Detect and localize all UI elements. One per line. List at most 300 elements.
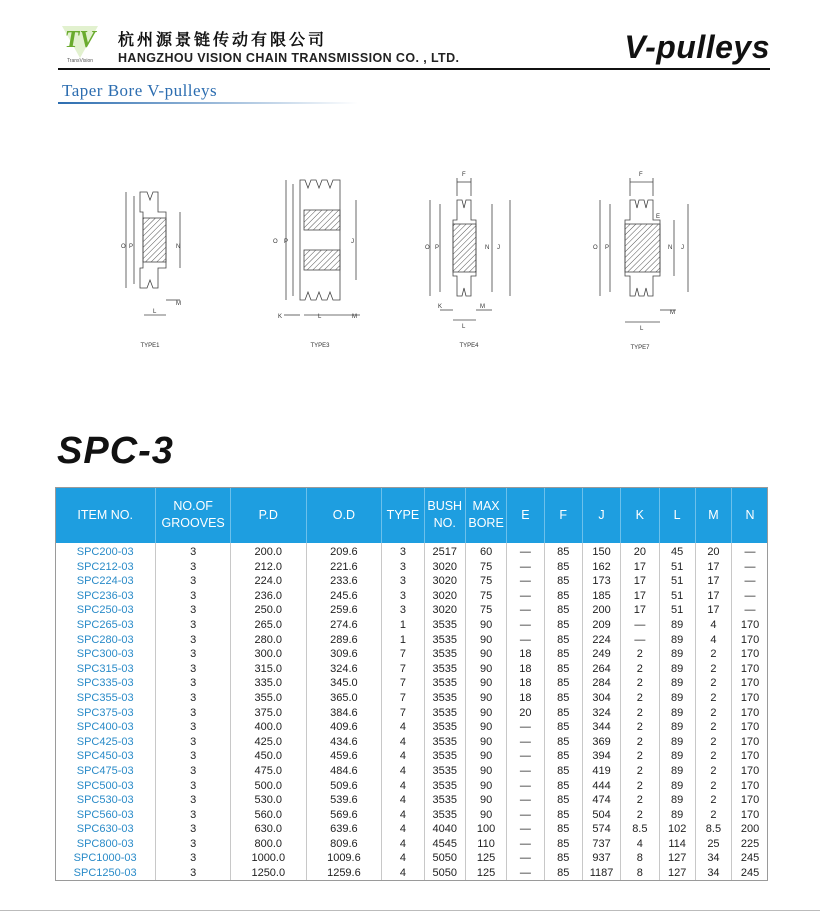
table-cell: 3535 xyxy=(424,735,465,750)
spec-table xyxy=(55,487,768,881)
table-cell: — xyxy=(507,822,544,837)
table-cell: 17 xyxy=(621,603,659,618)
item-no-cell: SPC475-03 xyxy=(55,764,156,779)
company-name-chinese: 杭州源景链传动有限公司 xyxy=(118,30,328,49)
table-cell: 4040 xyxy=(424,822,465,837)
table-cell: 280.0 xyxy=(230,633,306,648)
item-no-cell: SPC530-03 xyxy=(55,793,156,808)
table-cell: 3 xyxy=(382,560,424,575)
table-cell: 309.6 xyxy=(306,647,382,662)
table-cell: 170 xyxy=(740,648,760,661)
table-cell: 3 xyxy=(156,560,231,575)
table-cell: 250.0 xyxy=(230,603,306,618)
table-cell: 3535 xyxy=(424,779,465,794)
table-cell: 20 xyxy=(507,706,544,721)
table-cell: — xyxy=(507,779,544,794)
table-cell: 265.0 xyxy=(230,618,306,633)
type7-drawing xyxy=(600,178,688,322)
table-cell: 4 xyxy=(382,866,424,881)
table-cell: 150 xyxy=(582,543,620,560)
table-cell: 3 xyxy=(382,574,424,589)
table-row xyxy=(55,764,768,779)
svg-text:K: K xyxy=(278,314,283,320)
table-cell: 2 xyxy=(695,647,731,662)
table-cell: 2 xyxy=(695,691,731,706)
bottom-divider xyxy=(0,910,820,911)
type1-drawing xyxy=(126,192,180,315)
table-cell: 3535 xyxy=(424,764,465,779)
table-row xyxy=(55,618,768,633)
table-cell: 375.0 xyxy=(230,706,306,721)
table-cell: 90 xyxy=(465,676,506,691)
table-cell: 85 xyxy=(544,633,582,648)
table-cell: 90 xyxy=(465,764,506,779)
table-cell: 504 xyxy=(582,808,620,823)
table-cell: 89 xyxy=(659,735,695,750)
table-cell: 20 xyxy=(621,543,659,560)
table-cell: 3020 xyxy=(424,574,465,589)
table-cell: 173 xyxy=(582,574,620,589)
header-n: N xyxy=(732,487,768,543)
table-cell: — xyxy=(507,764,544,779)
header-f: F xyxy=(544,487,582,543)
table-cell: 85 xyxy=(544,749,582,764)
table-cell: 85 xyxy=(544,735,582,750)
table-cell: 4 xyxy=(382,793,424,808)
table-row xyxy=(55,837,768,852)
item-no-cell: SPC315-03 xyxy=(55,662,156,677)
type4-label: TYPE4 xyxy=(459,343,479,349)
table-cell: 5050 xyxy=(424,866,465,881)
table-row xyxy=(55,793,768,808)
table-cell: 300.0 xyxy=(230,647,306,662)
table-cell: 5050 xyxy=(424,851,465,866)
table-cell: 110 xyxy=(465,837,506,852)
table-cell: 355.0 xyxy=(230,691,306,706)
header-od: O.D xyxy=(306,487,382,543)
table-cell: — xyxy=(507,589,544,604)
table-cell: 245 xyxy=(740,852,760,865)
table-cell: 2 xyxy=(695,808,731,823)
table-cell: 34 xyxy=(695,851,731,866)
table-cell: 85 xyxy=(544,706,582,721)
item-no-cell: SPC1000-03 xyxy=(55,851,156,866)
table-cell: 90 xyxy=(465,720,506,735)
table-cell: 1 xyxy=(382,633,424,648)
item-no-cell: SPC335-03 xyxy=(55,676,156,691)
svg-text:F: F xyxy=(462,172,466,178)
table-cell: 3 xyxy=(156,779,231,794)
table-cell: 75 xyxy=(465,574,506,589)
table-cell: 459.6 xyxy=(306,749,382,764)
table-cell: 3 xyxy=(156,837,231,852)
svg-text:O: O xyxy=(273,239,278,245)
table-cell: 324.6 xyxy=(306,662,382,677)
table-row xyxy=(55,822,768,837)
table-cell: 2 xyxy=(621,779,659,794)
table-cell: 89 xyxy=(659,764,695,779)
section-title: Taper Bore V-pulleys xyxy=(62,81,218,100)
table-cell: — xyxy=(507,749,544,764)
table-cell: — xyxy=(507,574,544,589)
table-cell: 3 xyxy=(382,543,424,560)
table-cell: 89 xyxy=(659,808,695,823)
table-cell: 4 xyxy=(621,837,659,852)
table-cell: 3 xyxy=(156,691,231,706)
table-cell: — xyxy=(744,560,756,573)
table-cell: 425.0 xyxy=(230,735,306,750)
table-cell: 2 xyxy=(621,676,659,691)
header-divider xyxy=(58,68,770,70)
table-cell: 530.0 xyxy=(230,793,306,808)
item-no-cell: SPC630-03 xyxy=(55,822,156,837)
table-cell: 224 xyxy=(582,633,620,648)
table-cell: 3535 xyxy=(424,808,465,823)
table-cell: 1 xyxy=(382,618,424,633)
table-cell: 209 xyxy=(582,618,620,633)
table-cell: 345.0 xyxy=(306,676,382,691)
table-cell: 7 xyxy=(382,662,424,677)
table-cell: 89 xyxy=(659,691,695,706)
table-cell: 639.6 xyxy=(306,822,382,837)
table-cell: 3535 xyxy=(424,676,465,691)
table-cell: 34 xyxy=(695,866,731,881)
table-cell: 304 xyxy=(582,691,620,706)
item-no-cell: SPC300-03 xyxy=(55,647,156,662)
table-cell: 474 xyxy=(582,793,620,808)
table-cell: 102 xyxy=(659,822,695,837)
table-cell: 18 xyxy=(507,691,544,706)
table-row xyxy=(55,543,768,560)
table-cell: 450.0 xyxy=(230,749,306,764)
table-cell: 7 xyxy=(382,676,424,691)
table-cell: 18 xyxy=(507,662,544,677)
table-cell: 4 xyxy=(382,749,424,764)
series-title: SPC-3 xyxy=(57,430,174,472)
table-cell: 170 xyxy=(740,662,760,675)
table-cell: 574 xyxy=(582,822,620,837)
table-cell: 85 xyxy=(544,543,582,560)
table-cell: 89 xyxy=(659,676,695,691)
item-no-cell: SPC400-03 xyxy=(55,720,156,735)
table-cell: 18 xyxy=(507,676,544,691)
table-row xyxy=(55,808,768,823)
table-cell: 85 xyxy=(544,589,582,604)
table-cell: 1187 xyxy=(582,866,620,881)
table-cell: 3 xyxy=(156,662,231,677)
table-cell: 4 xyxy=(382,735,424,750)
table-cell: 7 xyxy=(382,706,424,721)
header-e: E xyxy=(507,487,544,543)
table-cell: 17 xyxy=(621,589,659,604)
table-cell: 2 xyxy=(621,647,659,662)
logo-mark: TV xyxy=(64,27,96,53)
table-cell: 114 xyxy=(659,837,695,852)
table-cell: 365.0 xyxy=(306,691,382,706)
svg-text:J: J xyxy=(351,239,354,245)
table-cell: 394 xyxy=(582,749,620,764)
table-cell: 3 xyxy=(156,735,231,750)
table-cell: 7 xyxy=(382,647,424,662)
table-cell: 3535 xyxy=(424,720,465,735)
table-cell: 170 xyxy=(740,735,760,748)
svg-text:L: L xyxy=(153,309,157,315)
table-cell: 249 xyxy=(582,647,620,662)
table-cell: 2 xyxy=(695,779,731,794)
table-cell: 2 xyxy=(621,706,659,721)
table-row xyxy=(55,706,768,721)
type7-label: TYPE7 xyxy=(630,345,650,351)
table-cell: 3 xyxy=(156,633,231,648)
table-cell: 7 xyxy=(382,691,424,706)
table-cell: 90 xyxy=(465,633,506,648)
item-no-cell: SPC265-03 xyxy=(55,618,156,633)
table-cell: 85 xyxy=(544,691,582,706)
item-no-cell: SPC212-03 xyxy=(55,560,156,575)
type1-label: TYPE1 xyxy=(140,343,160,349)
item-no-cell: SPC355-03 xyxy=(55,691,156,706)
table-cell: 344 xyxy=(582,720,620,735)
table-cell: — xyxy=(507,808,544,823)
item-no-cell: SPC280-03 xyxy=(55,633,156,648)
header-grooves: NO.OF GROOVES xyxy=(156,487,231,543)
table-cell: 3535 xyxy=(424,691,465,706)
table-cell: 3 xyxy=(382,589,424,604)
table-cell: 25 xyxy=(695,837,731,852)
table-cell: 539.6 xyxy=(306,793,382,808)
table-cell: 4545 xyxy=(424,837,465,852)
table-cell: 8 xyxy=(621,851,659,866)
company-logo xyxy=(58,20,102,64)
table-cell: 2 xyxy=(621,793,659,808)
table-cell: 2 xyxy=(621,764,659,779)
table-cell: 170 xyxy=(740,633,760,646)
header-k: K xyxy=(621,487,659,543)
table-cell: 85 xyxy=(544,779,582,794)
table-cell: 284 xyxy=(582,676,620,691)
table-cell: 17 xyxy=(621,560,659,575)
table-cell: 4 xyxy=(382,779,424,794)
table-cell: 245 xyxy=(740,867,760,880)
table-cell: 4 xyxy=(382,851,424,866)
table-cell: 170 xyxy=(740,764,760,777)
header-j: J xyxy=(582,487,620,543)
svg-text:M: M xyxy=(176,301,181,307)
item-no-cell: SPC450-03 xyxy=(55,749,156,764)
table-cell: 500.0 xyxy=(230,779,306,794)
table-cell: 1000.0 xyxy=(230,851,306,866)
table-cell: 90 xyxy=(465,735,506,750)
header-l: L xyxy=(659,487,695,543)
table-cell: 4 xyxy=(382,822,424,837)
svg-text:O: O xyxy=(121,244,126,250)
header-max-bore: MAX BORE xyxy=(465,487,506,543)
table-cell: 409.6 xyxy=(306,720,382,735)
table-cell: 3 xyxy=(156,676,231,691)
table-cell: 245.6 xyxy=(306,589,382,604)
table-cell: — xyxy=(507,560,544,575)
table-cell: 17 xyxy=(621,574,659,589)
table-cell: 475.0 xyxy=(230,764,306,779)
table-cell: 2 xyxy=(695,706,731,721)
table-cell: 3535 xyxy=(424,618,465,633)
table-cell: 45 xyxy=(659,543,695,560)
table-cell: 3 xyxy=(156,808,231,823)
table-row xyxy=(55,851,768,866)
table-body xyxy=(55,543,768,881)
table-cell: 170 xyxy=(740,618,760,631)
table-cell: 3 xyxy=(156,543,231,560)
table-cell: 125 xyxy=(465,851,506,866)
table-cell: 3020 xyxy=(424,589,465,604)
item-no-cell: SPC425-03 xyxy=(55,735,156,750)
table-cell: 89 xyxy=(659,633,695,648)
table-cell: 800.0 xyxy=(230,837,306,852)
table-cell: 1009.6 xyxy=(306,851,382,866)
table-cell: 4 xyxy=(695,633,731,648)
header-item-no: ITEM NO. xyxy=(55,487,156,543)
table-cell: — xyxy=(744,546,756,558)
table-cell: 89 xyxy=(659,779,695,794)
table-cell: 2 xyxy=(621,691,659,706)
table-cell: 630.0 xyxy=(230,822,306,837)
table-cell: 3 xyxy=(156,793,231,808)
svg-text:N: N xyxy=(668,245,673,251)
header-m: M xyxy=(695,487,731,543)
svg-text:M: M xyxy=(670,310,675,316)
svg-text:L: L xyxy=(318,314,322,320)
table-cell: — xyxy=(621,618,659,633)
table-cell: 17 xyxy=(695,603,731,618)
item-no-cell: SPC560-03 xyxy=(55,808,156,823)
table-cell: — xyxy=(507,851,544,866)
product-title: V-pulleys xyxy=(624,29,770,65)
table-cell: 809.6 xyxy=(306,837,382,852)
table-cell: 2 xyxy=(695,676,731,691)
table-cell: 89 xyxy=(659,618,695,633)
table-cell: 85 xyxy=(544,618,582,633)
table-cell: 170 xyxy=(740,691,760,704)
table-cell: 3535 xyxy=(424,749,465,764)
table-cell: 90 xyxy=(465,808,506,823)
table-cell: 125 xyxy=(465,866,506,881)
table-cell: 209.6 xyxy=(306,543,382,560)
table-cell: 236.0 xyxy=(230,589,306,604)
table-cell: 18 xyxy=(507,647,544,662)
table-cell: — xyxy=(507,618,544,633)
table-cell: 127 xyxy=(659,866,695,881)
table-cell: 444 xyxy=(582,779,620,794)
table-cell: 509.6 xyxy=(306,779,382,794)
table-cell: 51 xyxy=(659,589,695,604)
table-cell: 2 xyxy=(621,749,659,764)
table-cell: 274.6 xyxy=(306,618,382,633)
table-cell: 1250.0 xyxy=(230,866,306,881)
table-cell: 4 xyxy=(382,808,424,823)
svg-text:P: P xyxy=(435,245,440,251)
table-cell: 85 xyxy=(544,822,582,837)
table-cell: 17 xyxy=(695,589,731,604)
table-row xyxy=(55,647,768,662)
svg-text:M: M xyxy=(352,314,357,320)
table-cell: 2517 xyxy=(424,543,465,560)
svg-text:P: P xyxy=(284,239,289,245)
table-cell: 200.0 xyxy=(230,543,306,560)
table-cell: 162 xyxy=(582,560,620,575)
table-cell: 224.0 xyxy=(230,574,306,589)
table-cell: 384.6 xyxy=(306,706,382,721)
table-row xyxy=(55,866,768,881)
table-cell: 89 xyxy=(659,793,695,808)
svg-text:L: L xyxy=(462,324,466,330)
table-cell: 3 xyxy=(156,866,231,881)
item-no-cell: SPC250-03 xyxy=(55,603,156,618)
table-cell: 89 xyxy=(659,706,695,721)
svg-text:O: O xyxy=(593,245,598,251)
svg-text:L: L xyxy=(640,326,644,332)
table-row xyxy=(55,560,768,575)
table-cell: — xyxy=(744,589,756,602)
table-cell: 1259.6 xyxy=(306,866,382,881)
item-no-cell: SPC236-03 xyxy=(55,589,156,604)
table-cell: 4 xyxy=(382,720,424,735)
table-row xyxy=(55,662,768,677)
table-row xyxy=(55,735,768,750)
table-cell: 3535 xyxy=(424,647,465,662)
table-cell: 85 xyxy=(544,676,582,691)
header-pd: P.D xyxy=(230,487,306,543)
table-cell: 8 xyxy=(621,866,659,881)
svg-text:E: E xyxy=(656,214,661,220)
table-cell: 75 xyxy=(465,560,506,575)
item-no-cell: SPC200-03 xyxy=(55,543,156,560)
table-cell: 90 xyxy=(465,779,506,794)
table-cell: 3535 xyxy=(424,633,465,648)
table-cell: 51 xyxy=(659,603,695,618)
table-cell: 3535 xyxy=(424,662,465,677)
table-cell: 75 xyxy=(465,589,506,604)
table-cell: 200 xyxy=(582,603,620,618)
table-cell: 90 xyxy=(465,618,506,633)
table-cell: 400.0 xyxy=(230,720,306,735)
table-cell: 89 xyxy=(659,662,695,677)
table-header-row xyxy=(55,487,768,543)
table-cell: — xyxy=(744,575,756,588)
table-cell: 484.6 xyxy=(306,764,382,779)
table-cell: — xyxy=(507,793,544,808)
table-cell: 3 xyxy=(156,603,231,618)
table-cell: 51 xyxy=(659,574,695,589)
table-cell: 2 xyxy=(621,662,659,677)
svg-text:J: J xyxy=(497,245,500,251)
table-cell: — xyxy=(507,543,544,560)
table-cell: 170 xyxy=(740,750,760,763)
table-cell: 3 xyxy=(156,574,231,589)
table-row xyxy=(55,589,768,604)
table-cell: 17 xyxy=(695,574,731,589)
table-cell: 85 xyxy=(544,808,582,823)
table-cell: 569.6 xyxy=(306,808,382,823)
svg-text:K: K xyxy=(438,304,443,310)
table-cell: 90 xyxy=(465,793,506,808)
svg-text:F: F xyxy=(639,172,643,178)
table-cell: 434.6 xyxy=(306,735,382,750)
table-cell: 89 xyxy=(659,749,695,764)
table-cell: 51 xyxy=(659,560,695,575)
table-cell: — xyxy=(507,866,544,881)
table-cell: 100 xyxy=(465,822,506,837)
table-cell: 90 xyxy=(465,647,506,662)
